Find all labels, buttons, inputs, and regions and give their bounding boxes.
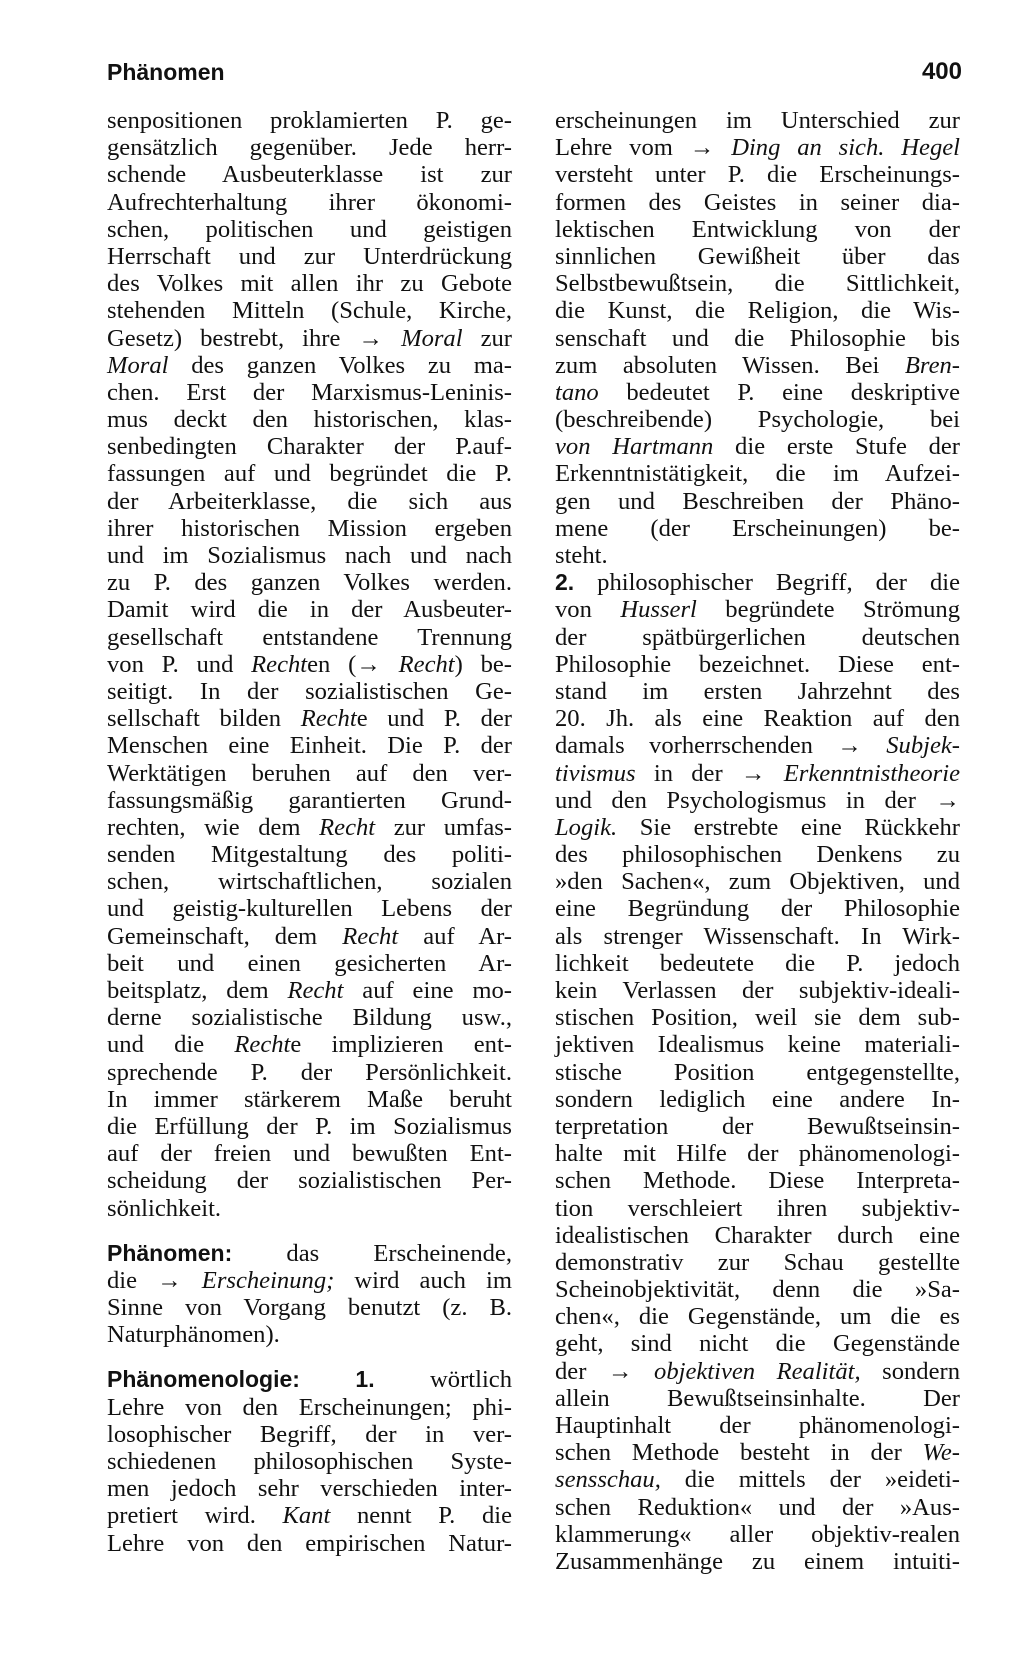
text-line: beitsplatz, dem Recht auf eine mo- [107, 977, 512, 1004]
cross-reference-term: sensschau, [555, 1466, 661, 1494]
text-line: Philosophie bezeichnet. Diese ent- [555, 650, 960, 678]
right-column [555, 107, 960, 1575]
text-line: stischen Position, weil sie dem sub- [555, 1004, 960, 1032]
text-line: schen Reduktion« und der »Aus- [555, 1493, 960, 1521]
text-line: tano bedeutet P. eine deskriptive [555, 378, 960, 406]
cross-reference-term: Erscheinung; [201, 1266, 335, 1294]
cross-reference-term: objektiven Realität, [654, 1357, 861, 1385]
sense-number: 2. [555, 569, 575, 596]
text-line: In immer stärkerem Maße beruht [107, 1085, 512, 1113]
text-line: Selbstbewußtsein, die Sittlichkeit, [555, 270, 960, 298]
text-line: mus deckt den historischen, klas- [107, 406, 512, 434]
text-line: und geistig-kulturellen Lebens der [107, 895, 512, 923]
text-line: sinnlichen Gewißheit über das [555, 242, 960, 270]
sense-number: 1. [355, 1366, 375, 1393]
text-line: von Husserl begründete Strömung [555, 596, 960, 624]
text-line: und den Psychologismus in der → [555, 786, 960, 814]
cross-reference-term: Recht [300, 705, 357, 733]
text-line: steht. [555, 542, 608, 569]
text-line: schen, politischen und geistigen [107, 215, 512, 243]
text-line: Gesetz) bestrebt, ihre → Moral zur [107, 324, 512, 352]
text-line: sprechende P. der Persönlichkeit. [107, 1058, 512, 1086]
text-line: pretiert wird. Kant nennt P. die [107, 1502, 512, 1530]
text-line: Herrschaft und zur Unterdrückung [107, 242, 512, 270]
text-line: Scheinobjektivität, denn die »Sa- [555, 1276, 960, 1304]
text-line: Logik. Sie erstrebte eine Rückkehr [555, 813, 960, 841]
cross-reference-term: Recht [287, 977, 344, 1004]
paragraph-gap [107, 1348, 512, 1366]
text-line: senschaft und die Philosophie bis [555, 324, 960, 352]
cross-reference-term: Husserl [620, 596, 697, 624]
text-line: die → Erscheinung; wird auch im [107, 1266, 513, 1294]
text-line: senden Mitgestaltung des politi- [107, 841, 512, 869]
text-line: und die Rechte implizieren ent- [107, 1031, 512, 1059]
text-line: die Erfüllung der P. im Sozialismus [107, 1112, 512, 1140]
text-line: idealistischen Charakter durch eine [555, 1221, 960, 1249]
text-line: damals vorherrschenden → Subjek- [555, 732, 960, 760]
text-line: Moral des ganzen Volkes zu ma- [107, 351, 512, 379]
text-line: senbedingten Charakter der P.auf- [107, 433, 512, 461]
cross-reference-term: Moral [401, 324, 463, 352]
text-line: von P. und Rechten (→ Recht) be- [107, 650, 513, 678]
cross-reference-term: Recht [234, 1031, 291, 1059]
cross-reference-term: Subjek- [886, 732, 960, 760]
text-line: Gemeinschaft, dem Recht auf Ar- [107, 922, 512, 950]
text-line: formen des Geistes in seiner dia- [555, 188, 960, 216]
text-line: Naturphänomen). [107, 1321, 280, 1349]
text-line: erscheinungen im Unterschied zur [555, 107, 960, 134]
cross-reference-term: Hegel [901, 134, 960, 162]
cross-reference-term: Recht [398, 650, 455, 678]
text-line: stand im ersten Jahrzehnt des [555, 677, 960, 705]
text-line: chen. Erst der Marxismus-Leninis- [107, 378, 512, 406]
text-line: Lehre von den Erscheinungen; phi- [107, 1393, 512, 1421]
text-line: Erkenntnistätigkeit, die im Aufzei- [555, 460, 960, 488]
text-line: scheidung der sozialistischen Per- [107, 1167, 512, 1195]
text-line: gesellschaft entstandene Trennung [107, 623, 512, 651]
text-line: lektischen Entwicklung von der [555, 215, 960, 243]
text-line: sensschau, die mittels der »eideti- [555, 1466, 960, 1494]
text-line: stehenden Mitteln (Schule, Kirche, [107, 297, 512, 325]
text-line: von Hartmann die erste Stufe der [555, 433, 960, 461]
text-line: und im Sozialismus nach und nach [107, 542, 512, 569]
cross-reference-term: tivismus [555, 759, 636, 787]
text-line: versteht unter P. die Erscheinungs- [555, 161, 960, 189]
text-line: auf der freien und bewußten Ent- [107, 1140, 512, 1168]
text-line: schen Methode. Diese Interpreta- [555, 1167, 960, 1195]
cross-reference-term: Recht [342, 922, 399, 950]
text-line: Lehre vom → Ding an sich. Hegel [555, 134, 960, 162]
text-line: als strenger Wissenschaft. In Wirk- [555, 922, 960, 950]
text-line: halte mit Hilfe der phänomenologi- [555, 1140, 960, 1168]
cross-reference-term: Ding an sich. [731, 134, 885, 162]
text-line: schen, wirtschaftlichen, sozialen [107, 868, 512, 896]
text-line: des philosophischen Denkens zu [555, 841, 960, 869]
cross-reference-term: Recht [251, 650, 308, 678]
text-line: fassungen auf und begründet die P. [107, 460, 512, 488]
text-line: ihrer historischen Mission ergeben [107, 514, 512, 542]
running-head [107, 55, 962, 89]
text-line: »den Sachen«, zum Objektiven, und [555, 868, 960, 896]
text-line: demonstrativ zur Schau gestellte [555, 1248, 960, 1276]
cross-reference-term: von Hartmann [555, 433, 714, 461]
text-line: der Arbeiterklasse, die sich aus [107, 487, 512, 515]
entry-headword: Phänomen: [107, 1239, 233, 1266]
text-line: sondern lediglich eine andere In- [555, 1085, 960, 1113]
text-line: fassungsmäßig garantierten Grund- [107, 786, 512, 814]
cross-reference-term: Logik. [555, 813, 618, 841]
text-line: mene (der Erscheinungen) be- [555, 514, 960, 542]
text-line: gensätzlich gegenüber. Jede herr- [107, 134, 512, 162]
text-line: der spätbürgerlichen deutschen [555, 623, 960, 651]
cross-reference-term: Bren- [904, 351, 960, 379]
text-line: schiedenen philosophischen Syste- [107, 1448, 512, 1475]
text-line: des Volkes mit allen ihr zu Gebote [107, 270, 512, 298]
text-line: Lehre von den empirischen Natur- [107, 1529, 512, 1557]
text-line: beit und einen gesicherten Ar- [107, 949, 512, 977]
text-line: klammerung« aller objektiv-realen [555, 1520, 960, 1548]
text-line: chen«, die Gegenstände, um die es [555, 1303, 960, 1331]
text-line: schende Ausbeuterklasse ist zur [107, 161, 512, 189]
cross-reference-term: Moral [107, 351, 169, 379]
text-line: der → objektiven Realität, sondern [555, 1357, 961, 1385]
text-line: Aufrechterhaltung ihrer ökonomi- [107, 188, 512, 216]
text-line: (beschreibende) Psychologie, bei [555, 406, 960, 434]
text-line: tivismus in der → Erkenntnistheorie [555, 759, 960, 787]
text-line: lichkeit bedeutete die P. jedoch [555, 949, 960, 977]
text-line: die Kunst, die Religion, die Wis- [555, 297, 960, 325]
text-line: zum absoluten Wissen. Bei Bren- [555, 351, 960, 379]
text-line: sellschaft bilden Rechte und P. der [107, 705, 512, 733]
text-line: derne sozialistische Bildung usw., [107, 1004, 512, 1032]
text-line: terpretation der Bewußtseinsin- [555, 1112, 960, 1140]
text-line: seitigt. In der sozialistischen Ge- [107, 677, 512, 705]
text-line: kein Verlassen der subjektiv-ideali- [555, 977, 960, 1004]
text-line: 2. philosophischer Begriff, der die [555, 569, 960, 597]
text-line: Sinne von Vorgang benutzt (z. B. [107, 1294, 512, 1322]
text-line: jektiven Idealismus keine materiali- [555, 1031, 960, 1059]
cross-reference-term: tano [555, 378, 599, 406]
running-headword: Phänomen [107, 59, 225, 85]
text-line: Phänomenologie: 1. wörtlich [107, 1366, 512, 1394]
text-line: zu P. des ganzen Volkes werden. [107, 569, 512, 597]
text-line: men jedoch sehr verschieden inter- [107, 1475, 512, 1503]
text-line: tion verschleiert ihren subjektiv- [555, 1194, 960, 1222]
text-line: Damit wird die in der Ausbeuter- [107, 596, 512, 624]
cross-reference-term: Recht [319, 813, 376, 841]
left-column [107, 107, 512, 1557]
text-line: Menschen eine Einheit. Die P. der [107, 732, 512, 760]
text-line: Phänomen: das Erscheinende, [107, 1239, 512, 1267]
text-line: gen und Beschreiben der Phäno- [555, 487, 960, 515]
cross-reference-term: Kant [282, 1502, 331, 1530]
text-line: losophischer Begriff, der in ver- [107, 1420, 512, 1448]
text-line: 20. Jh. als eine Reaktion auf den [555, 705, 960, 733]
text-line: Zusammenhänge zu einem intuiti- [555, 1547, 960, 1575]
entry-headword: Phänomenologie: [107, 1366, 300, 1393]
text-line: rechten, wie dem Recht zur umfas- [107, 813, 512, 841]
page-number: 400 [921, 58, 962, 85]
text-line: stische Position entgegenstellte, [555, 1058, 960, 1086]
text-line: Werktätigen beruhen auf den ver- [107, 759, 512, 787]
cross-reference-term: We- [922, 1439, 960, 1467]
text-line: sönlichkeit. [107, 1194, 222, 1222]
text-line: Hauptinhalt der phänomenologi- [555, 1412, 960, 1439]
text-line: senpositionen proklamierten P. ge- [107, 107, 512, 134]
text-line: eine Begründung der Philosophie [555, 895, 960, 923]
cross-reference-term: Erkenntnistheorie [783, 759, 960, 787]
paragraph-gap [107, 1222, 512, 1240]
text-line: schen Methode besteht in der We- [555, 1439, 960, 1467]
text-line: allein Bewußtseinsinhalte. Der [555, 1384, 960, 1412]
text-line: geht, sind nicht die Gegenstände [555, 1330, 960, 1358]
